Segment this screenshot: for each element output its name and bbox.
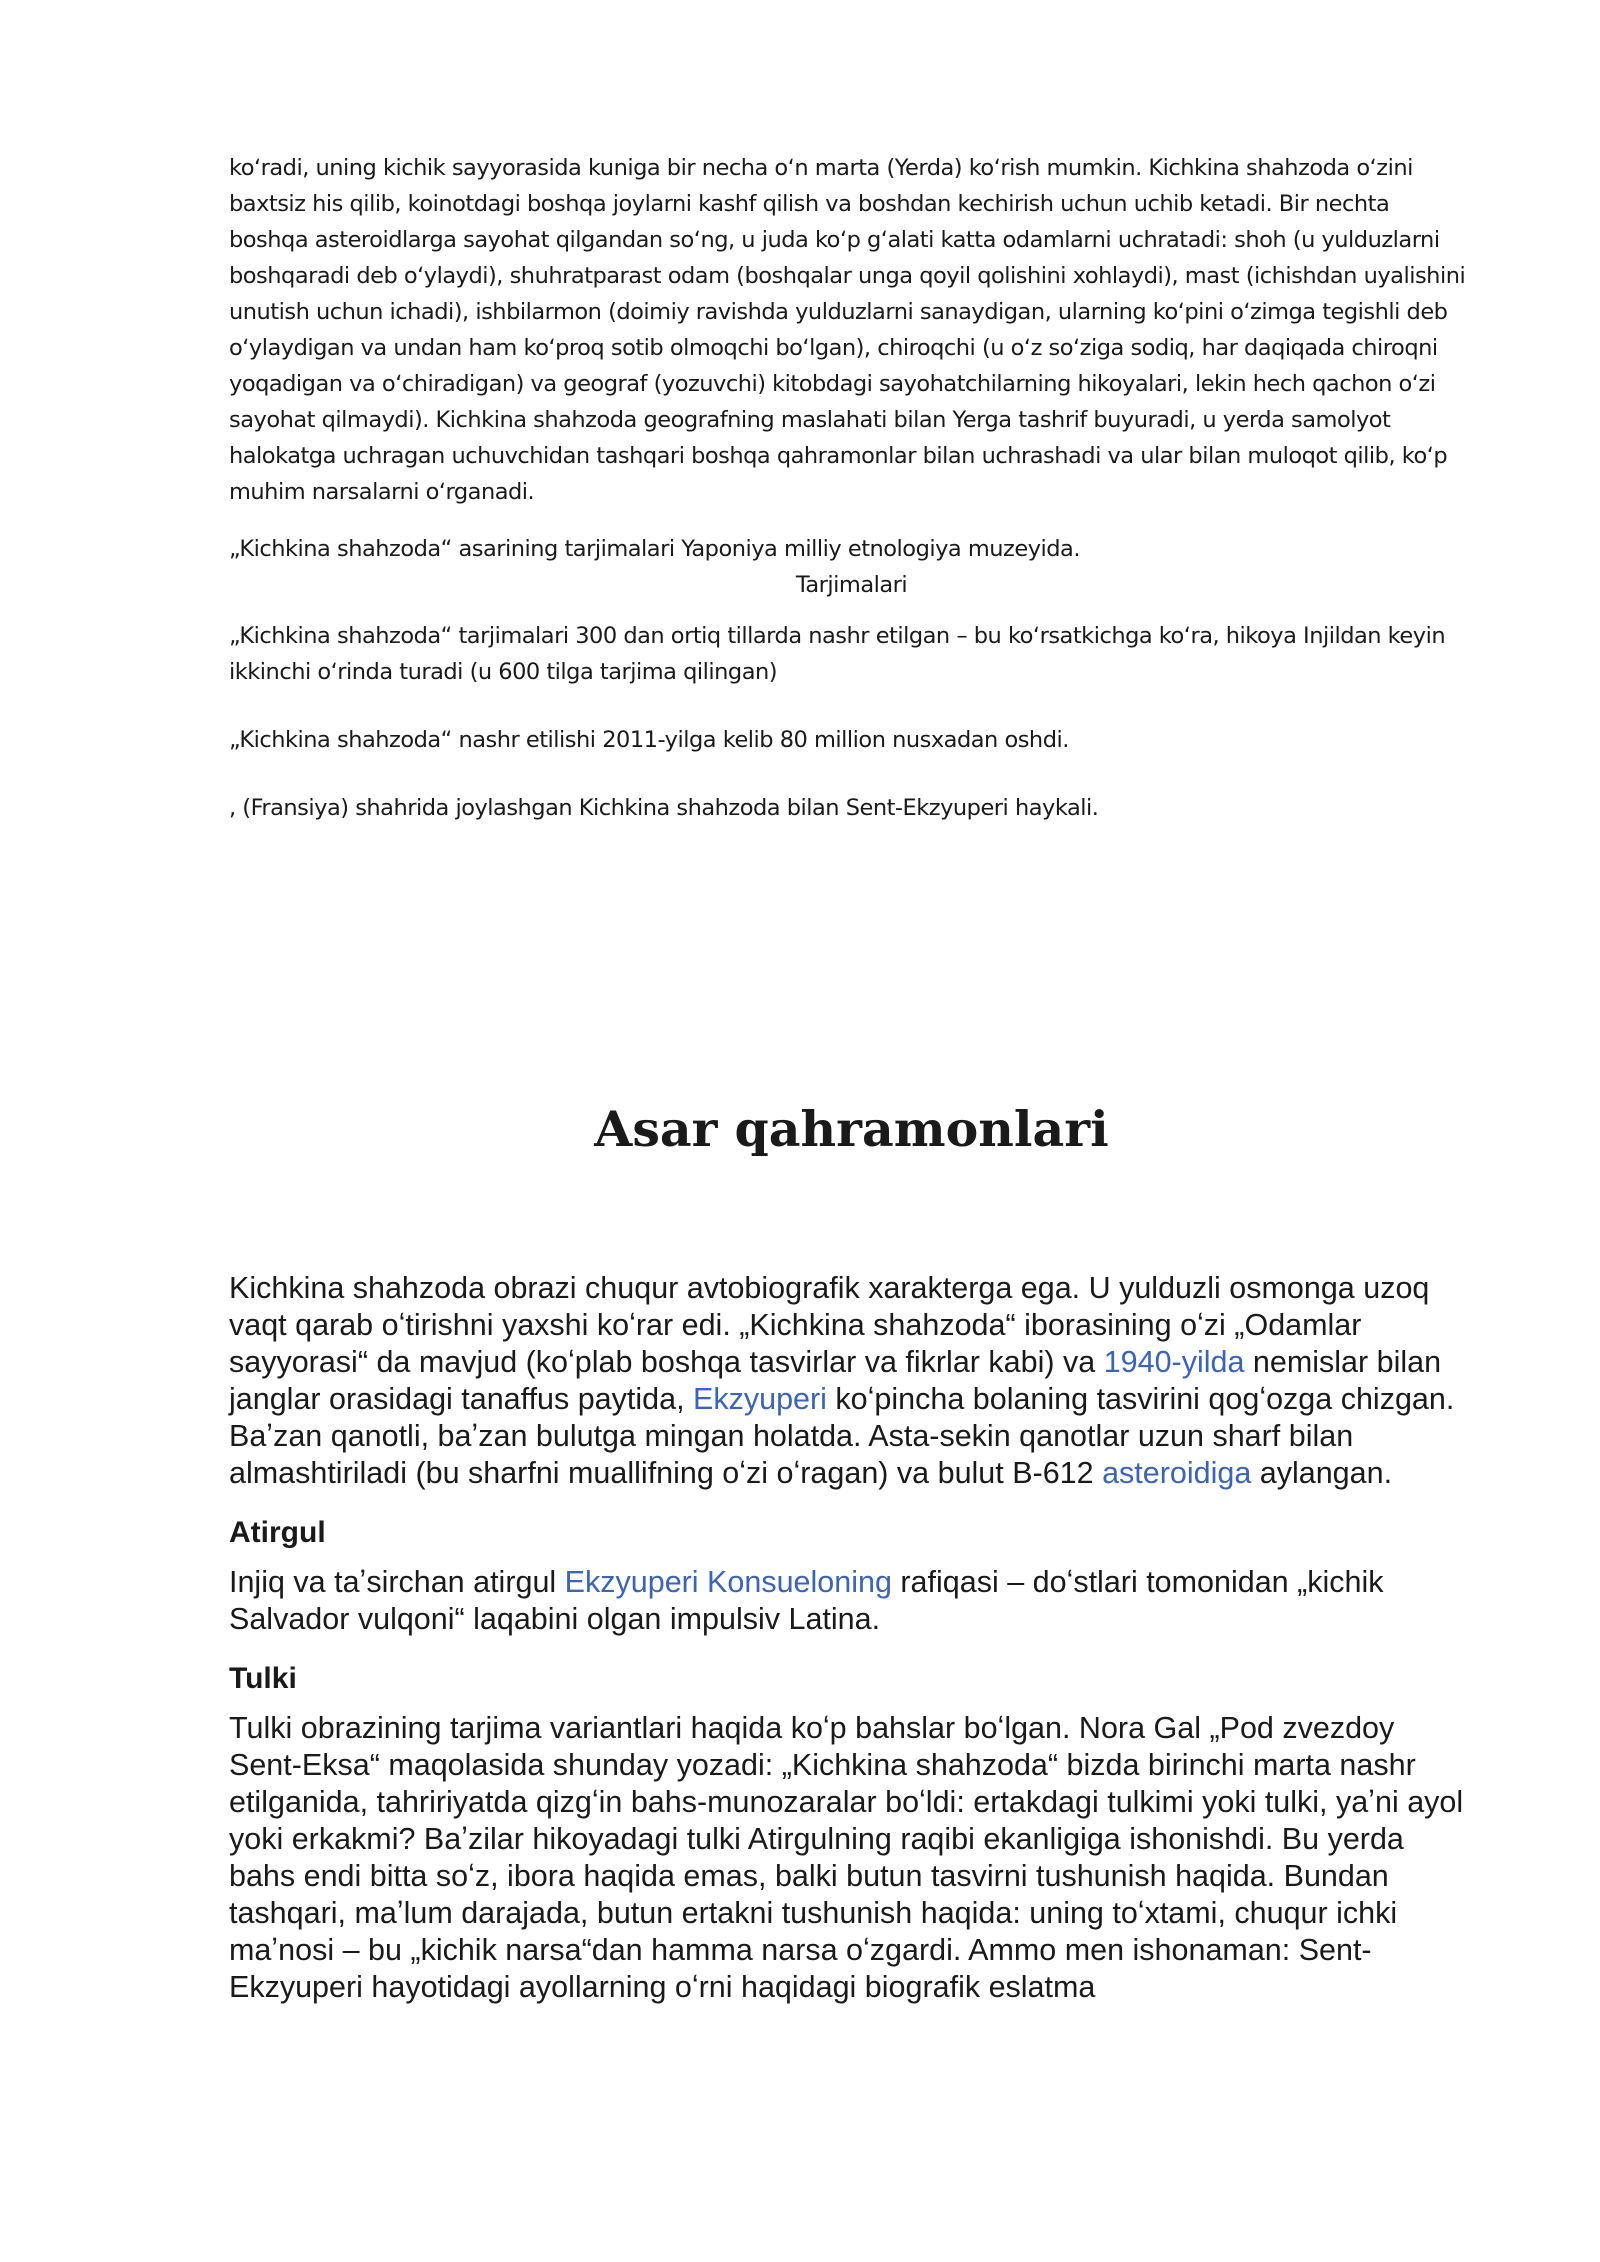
intro-paragraph: Kichkina shahzoda obrazi chuqur avtobiografik xarakterga ega. U yulduzli osmonga uzoq vaqt qarab oʻtirishni yaxshi koʻrar edi. „Kichkina shahzoda“ iborasining oʻzi „Odamlar sayyorasi“ da mavjud (koʻplab boshqa tasvirlar va fikrlar kabi) va 1940-yilda nemislar bilan janglar orasidagi tanaffus paytida, Ekzyuperi koʻpincha bolaning tasvirini qogʻozga chizgan. Baʼzan qanotli, baʼzan bulutga mingan holatda. Asta-sekin qanotlar uzun sharf bilan almashtiriladi (bu sharfni muallifning oʻzi oʻragan) va bulut B-612 asteroidiga aylangan. <box>229 1271 1455 1490</box>
page-title: Asar qahramonlari <box>594 1100 1109 1158</box>
circulation-paragraph: „Kichkina shahzoda“ nashr etilishi 2011-yilga kelib 80 million nusxadan oshdi. <box>229 727 1069 753</box>
story-paragraph: koʻradi, uning kichik sayyorasida kuniga bir necha oʻn marta (Yerda) koʻrish mumkin. Kichkina shahzoda oʻzini baxtsiz his qilib, koinotdagi boshqa joylarni kashf qilish va boshdan kechirish uchun uchib ketadi. Bir nechta boshqa asteroidlarga sayohat qilgandan soʻng, u juda koʻp gʻalati katta odamlarni uchratadi: shoh (u yulduzlarni boshqaradi deb oʻylaydi), shuhratparast odam (boshqalar unga qoyil qolishini xohlaydi), mast (ichishdan uyalishini unutish uchun ichadi), ishbilarmon (doimiy ravishda yulduzlarni sanaydigan, ularning koʻpini oʻzimga tegishli deb oʻylaydigan va undan ham koʻproq sotib olmoqchi boʻlgan), chiroqchi (u oʻz soʻziga sodiq, har daqiqada chiroqni yoqadigan va oʻchiradigan) va geograf (yozuvchi) kitobdagi sayohatchilarning hikoyalari, lekin hech qachon oʻzi sayohat qilmaydi). Kichkina shahzoda geografning maslahati bilan Yerga tashrif buyuradi, u yerda samolyot halokatga uchragan uchuvchidan tashqari boshqa qahramonlar bilan uchrashadi va ular bilan muloqot qilib, koʻp muhim narsalarni oʻrganadi. <box>229 155 1466 505</box>
link-ekzyuperi[interactable]: Ekzyuperi <box>693 1382 827 1416</box>
section-title-atirgul: Atirgul <box>229 1516 326 1549</box>
statue-caption: , (Fransiya) shahrida joylashgan Kichkina shahzoda bilan Sent-Ekzyuperi haykali. <box>229 795 1099 821</box>
link-konsuelo[interactable]: Ekzyuperi Konsueloning <box>564 1565 892 1599</box>
section-title-tulki: Tulki <box>229 1662 297 1695</box>
museum-caption: „Kichkina shahzoda“ asarining tarjimalari Yaponiya milliy etnologiya muzeyida. <box>229 536 1080 562</box>
top-section <box>229 150 1474 826</box>
tulki-paragraph: Tulki obrazining tarjima variantlari haqida koʻp bahslar boʻlgan. Nora Gal „Pod zvezdoy Sent-Eksa“ maqolasida shunday yozadi: „Kichkina shahzoda“ bizda birinchi marta nashr etilganida, tahririyatda qizgʻin bahs-munozaralar boʻldi: ertakdagi tulkimi yoki tulki, yaʼni ayol yoki erkakmi? Baʼzilar hikoyadagi tulki Atirgulning raqibi ekanligiga ishonishdi. Bu yerda bahs endi bitta soʻz, ibora haqida emas, balki butun tasvirni tushunish haqida. Bundan tashqari, maʼlum darajada, butun ertakni tushunish haqida: uning toʻxtami, chuqur ichki maʼnosi – bu „kichik narsa“dan hamma narsa oʻzgardi. Ammo men ishonaman: Sent-Ekzyuperi hayotidagi ayollarning oʻrni haqidagi biografik eslatma <box>229 1711 1464 2004</box>
characters-section <box>229 1270 1474 2006</box>
link-asteroid[interactable]: asteroidiga <box>1102 1456 1252 1490</box>
translations-subtitle: Tarjimalari <box>795 572 908 598</box>
link-1940[interactable]: 1940-yilda <box>1103 1345 1245 1379</box>
translations-paragraph: „Kichkina shahzoda“ tarjimalari 300 dan ortiq tillarda nashr etilgan – bu koʻrsatkichga koʻra, hikoya Injildan keyin ikkinchi oʻrinda turadi (u 600 tilga tarjima qilingan) <box>229 623 1446 685</box>
heading-block <box>229 1099 1474 1159</box>
atirgul-paragraph: Injiq va taʼsirchan atirgul Ekzyuperi Konsueloning rafiqasi – doʻstlari tomonidan „kichik Salvador vulqoni“ laqabini olgan impulsiv Latina. <box>229 1565 1384 1636</box>
